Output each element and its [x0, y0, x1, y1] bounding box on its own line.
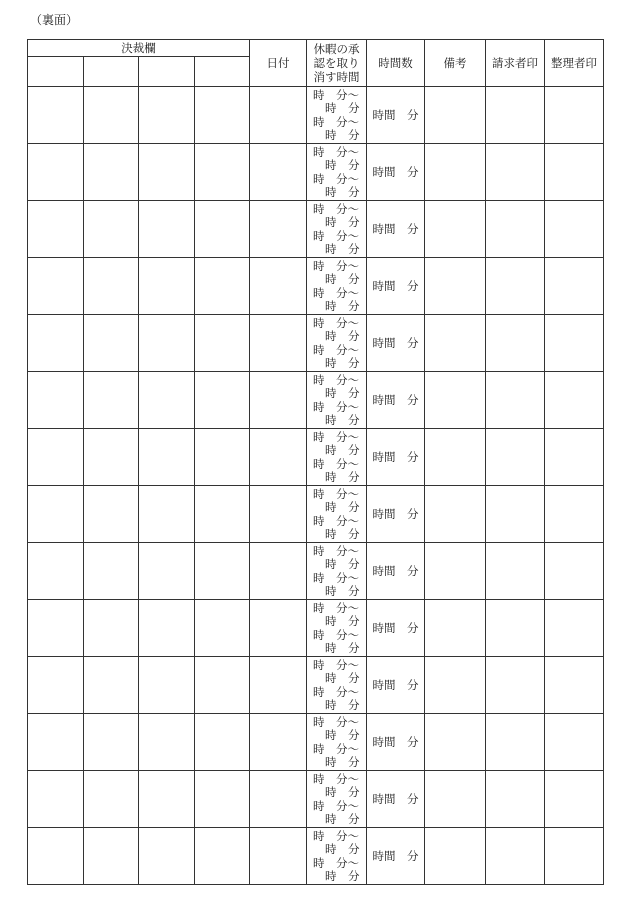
decision-cell[interactable]	[28, 87, 84, 144]
date-cell[interactable]	[250, 372, 307, 429]
leave-cancellation-table	[27, 39, 604, 885]
cancel-time-header-line: 消す時間	[313, 70, 360, 84]
time-from: 時 分～	[313, 486, 359, 501]
hours-cell[interactable]	[367, 714, 425, 771]
decision-cell[interactable]	[195, 657, 250, 714]
decision-seal-box[interactable]	[139, 57, 195, 87]
table-row	[28, 372, 604, 429]
duration-text: 時間 分	[372, 222, 419, 236]
cancel-time-cell[interactable]	[307, 201, 367, 258]
hours-cell[interactable]	[367, 543, 425, 600]
cancel-time-cell[interactable]	[307, 87, 367, 144]
date-cell[interactable]	[250, 429, 307, 486]
date-cell[interactable]	[250, 87, 307, 144]
requester-seal-cell[interactable]	[486, 486, 545, 543]
time-to: 時 分	[325, 215, 360, 230]
remarks-cell[interactable]	[425, 258, 486, 315]
remarks-cell[interactable]	[425, 429, 486, 486]
clerk-seal-cell[interactable]	[545, 543, 604, 600]
remarks-cell[interactable]	[425, 600, 486, 657]
time-from: 時 分～	[313, 456, 359, 471]
duration-text: 時間 分	[372, 450, 419, 464]
decision-cell[interactable]	[139, 543, 195, 600]
time-to: 時 分	[325, 785, 360, 800]
duration-text: 時間 分	[372, 564, 419, 578]
decision-cell[interactable]	[139, 771, 195, 828]
time-to: 時 分	[325, 412, 360, 427]
date-cell[interactable]	[250, 258, 307, 315]
time-to: 時 分	[325, 754, 360, 769]
decision-seal-box[interactable]	[28, 57, 84, 87]
decision-cell[interactable]	[28, 600, 84, 657]
clerk-seal-cell[interactable]	[545, 771, 604, 828]
decision-cell[interactable]	[28, 315, 84, 372]
clerk-seal-cell[interactable]	[545, 372, 604, 429]
decision-cell[interactable]	[139, 714, 195, 771]
table-row	[28, 657, 604, 714]
decision-cell[interactable]	[28, 144, 84, 201]
requester-seal-cell[interactable]	[486, 543, 545, 600]
decision-cell[interactable]	[195, 486, 250, 543]
hours-cell[interactable]	[367, 600, 425, 657]
time-to: 時 分	[325, 697, 360, 712]
time-from: 時 分～	[313, 87, 359, 102]
date-cell[interactable]	[250, 600, 307, 657]
decision-cell[interactable]	[139, 315, 195, 372]
cancel-time-cell[interactable]	[307, 771, 367, 828]
time-from: 時 分～	[313, 285, 359, 300]
decision-cell[interactable]	[84, 429, 139, 486]
decision-cell[interactable]	[139, 144, 195, 201]
time-from: 時 分～	[313, 657, 359, 672]
cancel-time-cell[interactable]	[307, 657, 367, 714]
time-to: 時 分	[325, 443, 360, 458]
time-from: 時 分～	[313, 258, 359, 273]
clerk-seal-cell[interactable]	[545, 201, 604, 258]
date-cell[interactable]	[250, 144, 307, 201]
decision-cell[interactable]	[139, 429, 195, 486]
remarks-cell[interactable]	[425, 714, 486, 771]
remarks-cell[interactable]	[425, 486, 486, 543]
page-side-label: （裏面）	[30, 13, 79, 27]
decision-cell[interactable]	[28, 828, 84, 885]
decision-cell[interactable]	[28, 201, 84, 258]
decision-seal-box[interactable]	[84, 57, 139, 87]
duration-text: 時間 分	[372, 165, 419, 179]
remarks-cell[interactable]	[425, 657, 486, 714]
table-row	[28, 144, 604, 201]
cancel-time-cell[interactable]	[307, 372, 367, 429]
hours-cell[interactable]	[367, 258, 425, 315]
time-to: 時 分	[325, 728, 360, 743]
decision-cell[interactable]	[84, 771, 139, 828]
decision-seal-box[interactable]	[195, 57, 250, 87]
requester-seal-cell[interactable]	[486, 87, 545, 144]
date-header: 日付	[250, 40, 307, 87]
decision-cell[interactable]	[28, 771, 84, 828]
duration-text: 時間 分	[372, 621, 419, 635]
requester-seal-cell[interactable]	[486, 144, 545, 201]
decision-header: 決裁欄	[28, 40, 250, 57]
duration-text: 時間 分	[372, 507, 419, 521]
time-from: 時 分～	[313, 684, 359, 699]
time-to: 時 分	[325, 184, 360, 199]
decision-cell[interactable]	[195, 429, 250, 486]
remarks-cell[interactable]	[425, 543, 486, 600]
hours-cell[interactable]	[367, 315, 425, 372]
requester-seal-cell[interactable]	[486, 258, 545, 315]
clerk-seal-cell[interactable]	[545, 714, 604, 771]
table-row	[28, 714, 604, 771]
decision-cell[interactable]	[84, 315, 139, 372]
time-from: 時 分～	[313, 228, 359, 243]
decision-cell[interactable]	[195, 315, 250, 372]
cancel-time-cell[interactable]	[307, 486, 367, 543]
date-cell[interactable]	[250, 714, 307, 771]
time-from: 時 分～	[313, 771, 359, 786]
cancel-time-cell[interactable]	[307, 429, 367, 486]
remarks-header: 備考	[425, 40, 486, 87]
decision-cell[interactable]	[28, 543, 84, 600]
cancel-time-cell[interactable]	[307, 144, 367, 201]
time-from: 時 分～	[313, 855, 359, 870]
decision-cell[interactable]	[195, 828, 250, 885]
time-to: 時 分	[325, 614, 360, 629]
table-row	[28, 486, 604, 543]
clerk-seal-cell[interactable]	[545, 600, 604, 657]
time-to: 時 分	[325, 355, 360, 370]
time-from: 時 分～	[313, 513, 359, 528]
requester-seal-cell[interactable]	[486, 429, 545, 486]
decision-cell[interactable]	[195, 258, 250, 315]
time-from: 時 分～	[313, 600, 359, 615]
clerk-seal-cell[interactable]	[545, 258, 604, 315]
decision-cell[interactable]	[195, 144, 250, 201]
decision-cell[interactable]	[139, 657, 195, 714]
time-to: 時 分	[325, 298, 360, 313]
decision-cell[interactable]	[84, 657, 139, 714]
hours-cell[interactable]	[367, 828, 425, 885]
clerk-seal-cell[interactable]	[545, 87, 604, 144]
hours-cell[interactable]	[367, 429, 425, 486]
decision-cell[interactable]	[139, 87, 195, 144]
remarks-cell[interactable]	[425, 372, 486, 429]
clerk-seal-cell[interactable]	[545, 486, 604, 543]
table-row	[28, 87, 604, 144]
cancel-time-cell[interactable]	[307, 600, 367, 657]
time-to: 時 分	[325, 127, 360, 142]
decision-cell[interactable]	[28, 714, 84, 771]
duration-text: 時間 分	[372, 336, 419, 350]
time-from: 時 分～	[313, 828, 359, 843]
decision-cell[interactable]	[28, 657, 84, 714]
table-row	[28, 771, 604, 828]
table-body	[28, 87, 604, 885]
table-row	[28, 429, 604, 486]
date-cell[interactable]	[250, 828, 307, 885]
time-to: 時 分	[325, 557, 360, 572]
remarks-cell[interactable]	[425, 144, 486, 201]
time-to: 時 分	[325, 241, 360, 256]
clerk-seal-cell[interactable]	[545, 315, 604, 372]
hours-cell[interactable]	[367, 372, 425, 429]
cancel-time-header-line: 認を取り	[313, 56, 360, 70]
decision-cell[interactable]	[28, 258, 84, 315]
decision-cell[interactable]	[139, 201, 195, 258]
cancel-time-cell[interactable]	[307, 828, 367, 885]
decision-cell[interactable]	[84, 714, 139, 771]
time-from: 時 分～	[313, 342, 359, 357]
decision-cell[interactable]	[84, 258, 139, 315]
cancel-time-cell[interactable]	[307, 714, 367, 771]
cancel-time-cell[interactable]	[307, 258, 367, 315]
duration-text: 時間 分	[372, 393, 419, 407]
time-to: 時 分	[325, 101, 360, 116]
decision-cell[interactable]	[84, 372, 139, 429]
hours-cell[interactable]	[367, 144, 425, 201]
requester-seal-header: 請求者印	[486, 40, 545, 87]
decision-cell[interactable]	[139, 828, 195, 885]
time-to: 時 分	[325, 500, 360, 515]
time-to: 時 分	[325, 272, 360, 287]
requester-seal-cell[interactable]	[486, 828, 545, 885]
decision-cell[interactable]	[195, 87, 250, 144]
time-to: 時 分	[325, 868, 360, 883]
requester-seal-cell[interactable]	[486, 600, 545, 657]
date-cell[interactable]	[250, 486, 307, 543]
date-cell[interactable]	[250, 657, 307, 714]
time-from: 時 分～	[313, 144, 359, 159]
requester-seal-cell[interactable]	[486, 315, 545, 372]
clerk-seal-cell[interactable]	[545, 828, 604, 885]
hours-cell[interactable]	[367, 771, 425, 828]
table-row	[28, 315, 604, 372]
decision-cell[interactable]	[139, 372, 195, 429]
requester-seal-cell[interactable]	[486, 201, 545, 258]
time-from: 時 分～	[313, 399, 359, 414]
decision-cell[interactable]	[28, 429, 84, 486]
table-row	[28, 828, 604, 885]
cancel-time-header-line: 休暇の承	[313, 42, 360, 56]
time-from: 時 分～	[313, 798, 359, 813]
time-to: 時 分	[325, 526, 360, 541]
hours-cell[interactable]	[367, 201, 425, 258]
time-from: 時 分～	[313, 714, 359, 729]
time-from: 時 分～	[313, 543, 359, 558]
date-cell[interactable]	[250, 543, 307, 600]
table-row	[28, 258, 604, 315]
decision-cell[interactable]	[139, 600, 195, 657]
time-from: 時 分～	[313, 627, 359, 642]
time-to: 時 分	[325, 811, 360, 826]
time-from: 時 分～	[313, 171, 359, 186]
requester-seal-cell[interactable]	[486, 657, 545, 714]
decision-cell[interactable]	[195, 714, 250, 771]
decision-cell[interactable]	[139, 258, 195, 315]
time-to: 時 分	[325, 158, 360, 173]
time-to: 時 分	[325, 329, 360, 344]
remarks-cell[interactable]	[425, 87, 486, 144]
time-to: 時 分	[325, 386, 360, 401]
time-from: 時 分～	[313, 372, 359, 387]
clerk-seal-header: 整理者印	[545, 40, 604, 87]
time-to: 時 分	[325, 583, 360, 598]
decision-cell[interactable]	[139, 486, 195, 543]
time-to: 時 分	[325, 842, 360, 857]
decision-cell[interactable]	[84, 486, 139, 543]
duration-text: 時間 分	[372, 678, 419, 692]
time-from: 時 分～	[313, 429, 359, 444]
decision-cell[interactable]	[84, 600, 139, 657]
table-row	[28, 600, 604, 657]
cancel-time-header	[307, 40, 367, 87]
hours-cell[interactable]	[367, 87, 425, 144]
remarks-cell[interactable]	[425, 315, 486, 372]
decision-cell[interactable]	[195, 372, 250, 429]
time-to: 時 分	[325, 671, 360, 686]
decision-cell[interactable]	[28, 372, 84, 429]
decision-cell[interactable]	[84, 828, 139, 885]
decision-cell[interactable]	[84, 201, 139, 258]
requester-seal-cell[interactable]	[486, 714, 545, 771]
hours-cell[interactable]	[367, 657, 425, 714]
date-cell[interactable]	[250, 771, 307, 828]
duration-text: 時間 分	[372, 792, 419, 806]
cancel-time-cell[interactable]	[307, 315, 367, 372]
date-cell[interactable]	[250, 315, 307, 372]
decision-cell[interactable]	[195, 543, 250, 600]
requester-seal-cell[interactable]	[486, 372, 545, 429]
requester-seal-cell[interactable]	[486, 771, 545, 828]
decision-cell[interactable]	[195, 201, 250, 258]
clerk-seal-cell[interactable]	[545, 429, 604, 486]
time-from: 時 分～	[313, 315, 359, 330]
duration-text: 時間 分	[372, 735, 419, 749]
decision-cell[interactable]	[195, 771, 250, 828]
time-to: 時 分	[325, 469, 360, 484]
cancel-time-cell[interactable]	[307, 543, 367, 600]
duration-text: 時間 分	[372, 279, 419, 293]
remarks-cell[interactable]	[425, 771, 486, 828]
hours-header: 時間数	[367, 40, 425, 87]
decision-cell[interactable]	[28, 486, 84, 543]
decision-cell[interactable]	[84, 543, 139, 600]
time-from: 時 分～	[313, 201, 359, 216]
time-from: 時 分～	[313, 570, 359, 585]
remarks-cell[interactable]	[425, 201, 486, 258]
decision-cell[interactable]	[84, 87, 139, 144]
hours-cell[interactable]	[367, 486, 425, 543]
decision-cell[interactable]	[84, 144, 139, 201]
clerk-seal-cell[interactable]	[545, 144, 604, 201]
table-row	[28, 201, 604, 258]
date-cell[interactable]	[250, 201, 307, 258]
decision-cell[interactable]	[195, 600, 250, 657]
time-to: 時 分	[325, 640, 360, 655]
clerk-seal-cell[interactable]	[545, 657, 604, 714]
time-from: 時 分～	[313, 114, 359, 129]
time-from: 時 分～	[313, 741, 359, 756]
remarks-cell[interactable]	[425, 828, 486, 885]
table-row	[28, 543, 604, 600]
duration-text: 時間 分	[372, 849, 419, 863]
duration-text: 時間 分	[372, 108, 419, 122]
